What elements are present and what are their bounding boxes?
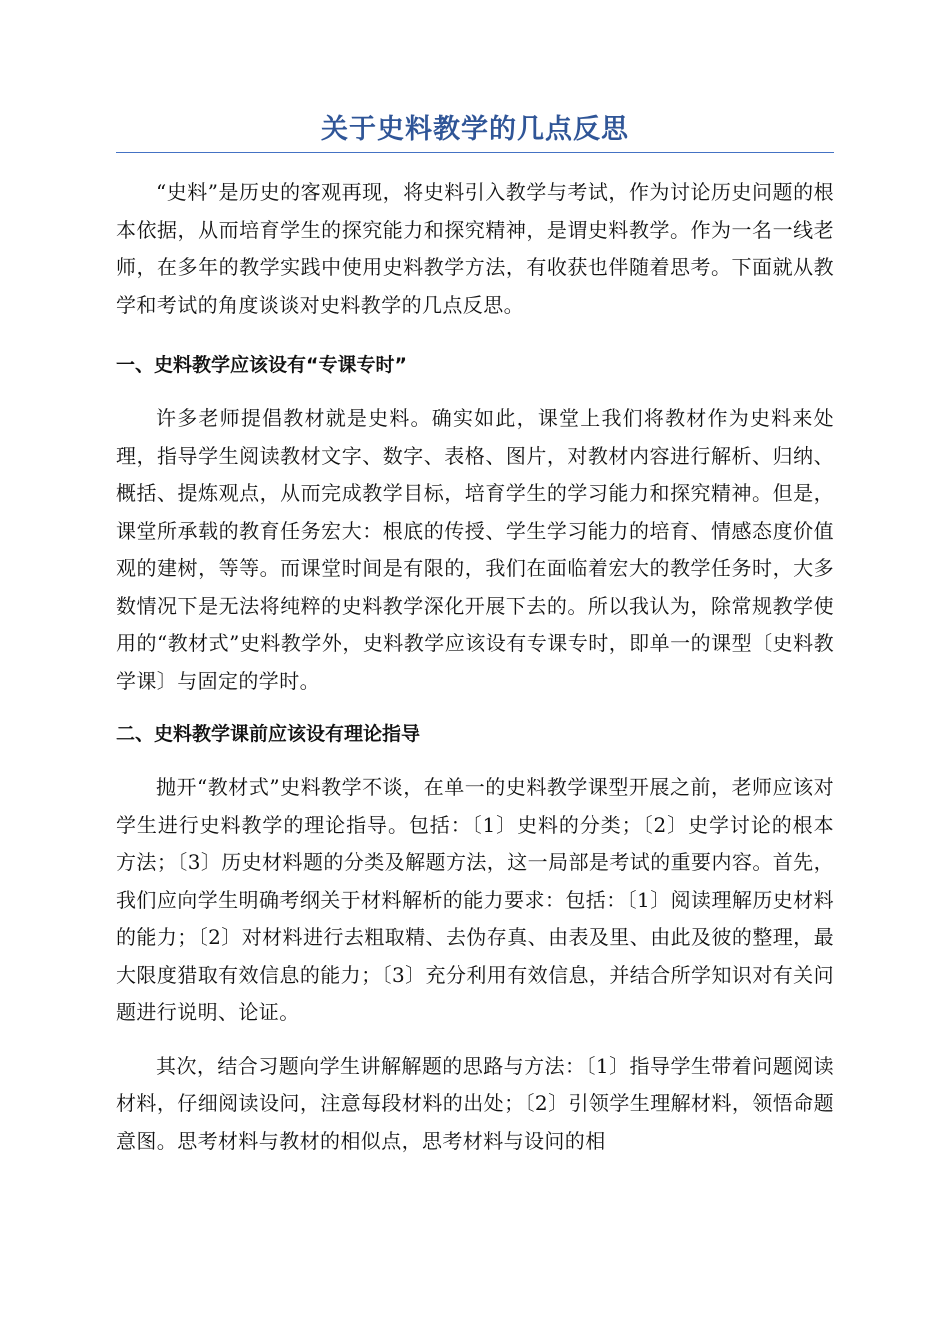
- document-page: [116, 112, 834, 1160]
- paragraph-section-2a: 抛开“教材式”史料教学不谈，在单一的史料教学课型开展之前，老师应该对学生进行史料教学的理论指导。包括：〔1〕史料的分类；〔2〕史学讨论的根本方法；〔3〕历史材料题的分类及解题方法，这一局部是考试的重要内容。首先，我们应向学生明确考纲关于材料解析的能力要求：包括：〔1〕阅读理解历史材料的能力；〔2〕对材料进行去粗取精、去伪存真、由表及里、由此及彼的整理，最大限度猎取有效信息的能力；〔3〕充分利用有效信息，并结合所学知识对有关问题进行说明、论证。: [116, 775, 834, 1024]
- paragraph-intro: “史料”是历史的客观再现，将史料引入教学与考试，作为讨论历史问题的根本依据，从而培育学生的探究能力和探究精神，是谓史料教学。作为一名一线老师，在多年的教学实践中使用史料教学方法，有收获也伴随着思考。下面就从教学和考试的角度谈谈对史料教学的几点反思。: [116, 180, 834, 317]
- paragraph-section-2b: 其次，结合习题向学生讲解解题的思路与方法：〔1〕指导学生带着问题阅读材料，仔细阅读设问，注意每段材料的出处；〔2〕引领学生理解材料，领悟命题意图。思考材料与教材的相似点，思考材料与设问的相: [116, 1053, 834, 1153]
- section-heading-1: 一、史料教学应该设有“专课专时”: [116, 354, 407, 376]
- document-title: 关于史料教学的几点反思: [116, 112, 834, 153]
- paragraph-section-1: 许多老师提倡教材就是史料。确实如此，课堂上我们将教材作为史料来处理，指导学生阅读教材文字、数字、表格、图片，对教材内容进行解析、归纳、概括、提炼观点，从而完成教学目标，培育学生的学习能力和探究精神。但是，课堂所承载的教育任务宏大：根底的传授、学生学习能力的培育、情感态度价值观的建树，等等。而课堂时间是有限的，我们在面临着宏大的教学任务时，大多数情况下是无法将纯粹的史料教学深化开展下去的。所以我认为，除常规教学使用的“教材式”史料教学外，史料教学应该设有专课专时，即单一的课型〔史料教学课〕与固定的学时。: [116, 406, 834, 693]
- section-heading-2: 二、史料教学课前应该设有理论指导: [116, 723, 421, 745]
